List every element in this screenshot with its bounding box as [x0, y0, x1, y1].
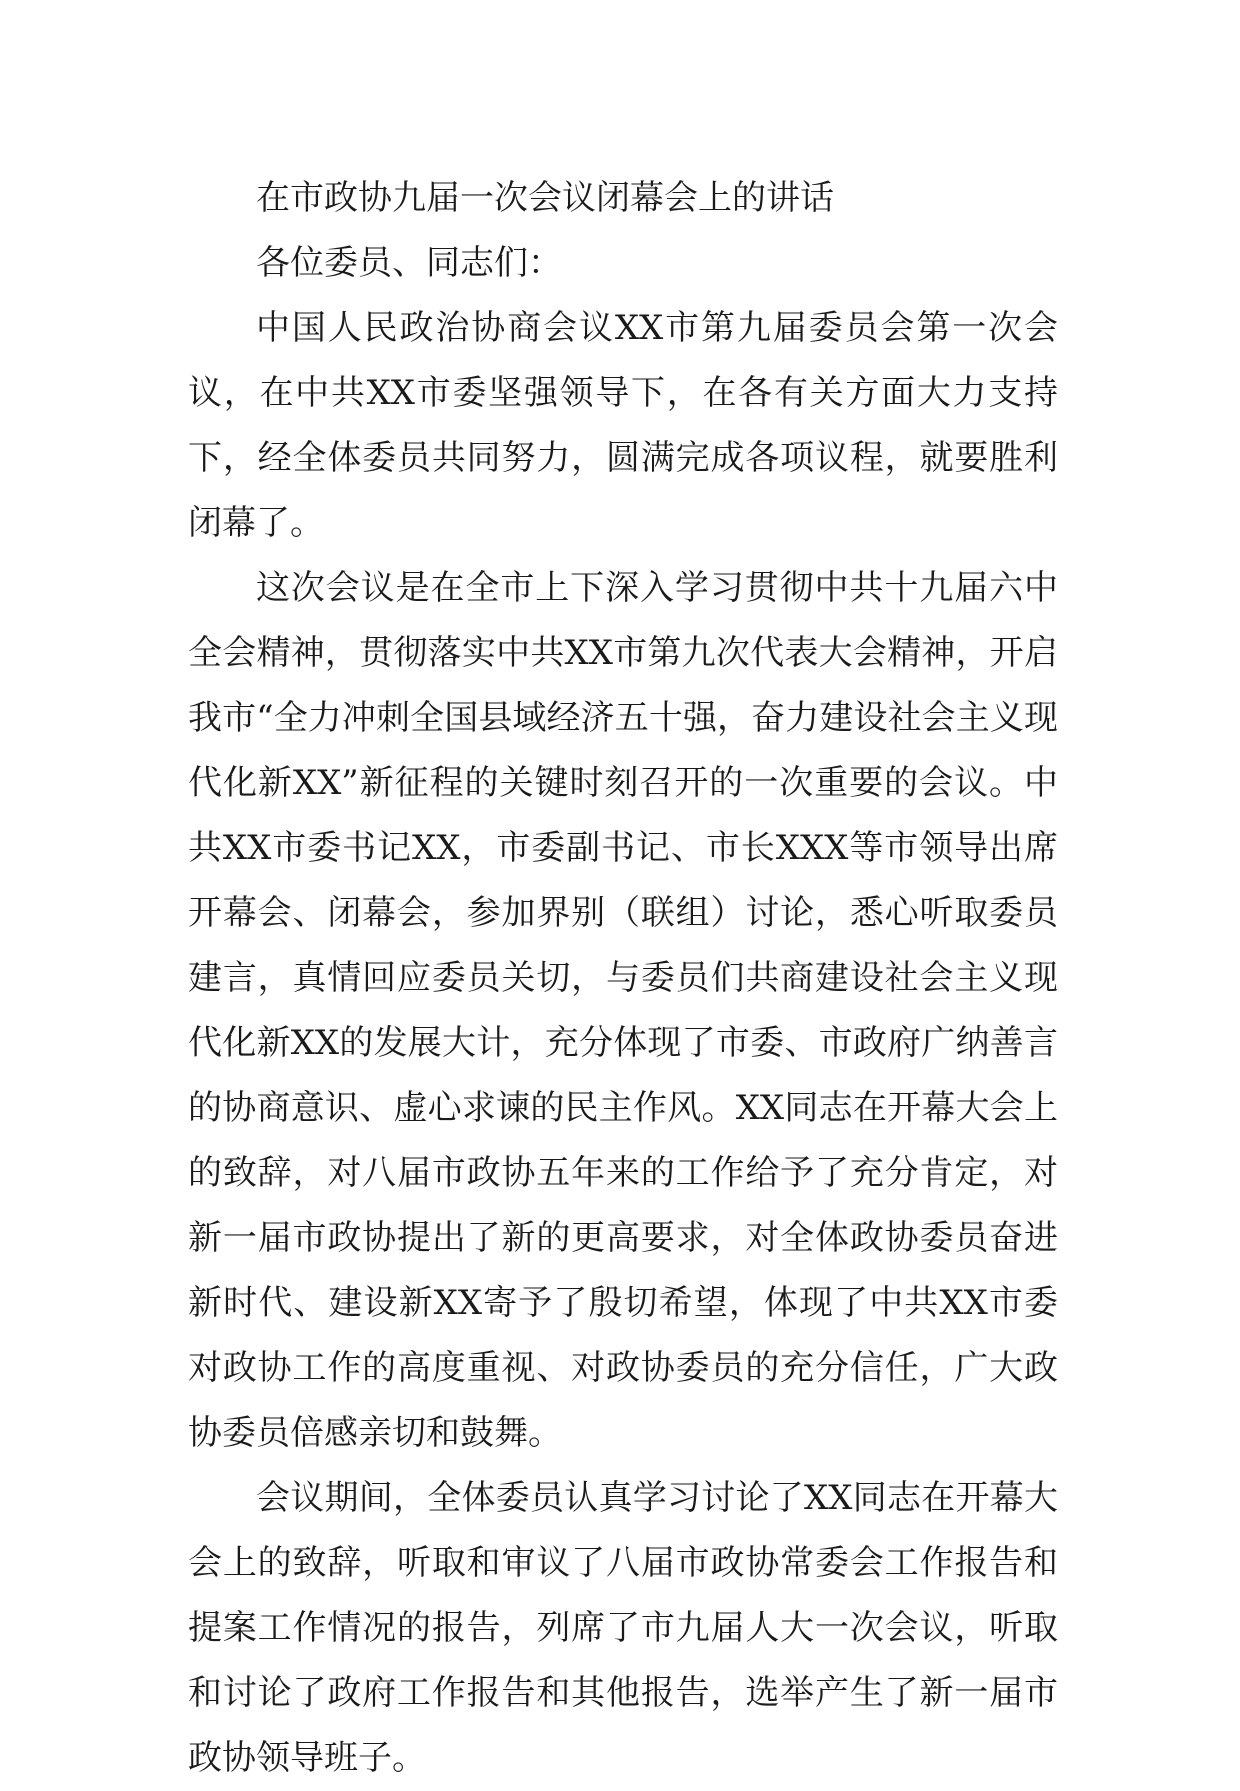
- document-body: [188, 166, 1058, 1791]
- paragraph-3: 会议期间，全体委员认真学习讨论了XX同志在开幕大会上的致辞，听取和审议了八届市政协常委会工作报告和提案工作情况的报告，列席了市九届人大一次会议，听取和讨论了政府工作报告和其他报告，选举产生了新一届市政协领导班子。: [188, 1478, 1058, 1778]
- salutation: 各位委员、同志们：: [256, 243, 562, 283]
- speech-title: 在市政协九届一次会议闭幕会上的讲话: [256, 178, 834, 218]
- paragraph-2: 这次会议是在全市上下深入学习贯彻中共十九届六中全会精神，贯彻落实中共XX市第九次代表大会精神，开启我市“全力冲刺全国县域经济五十强，奋力建设社会主义现代化新XX”新征程的关键时刻召开的一次重要的会议。中共XX市委书记XX，市委副书记、市长XXX等市领导出席开幕会、闭幕会，参加界别（联组）讨论，悉心听取委员建言，真情回应委员关切，与委员们共商建设社会主义现代化新XX的发展大计，充分体现了市委、市政府广纳善言的协商意识、虚心求谏的民主作风。XX同志在开幕大会上的致辞，对八届市政协五年来的工作给予了充分肯定，对新一届市政协提出了新的更高要求，对全体政协委员奋进新时代、建设新XX寄予了殷切希望，体现了中共XX市委对政协工作的高度重视、对政协委员的充分信任，广大政协委员倍感亲切和鼓舞。: [188, 568, 1058, 1453]
- paragraph-1: 中国人民政治协商会议XX市第九届委员会第一次会议，在中共XX市委坚强领导下，在各有关方面大力支持下，经全体委员共同努力，圆满完成各项议程，就要胜利闭幕了。: [188, 308, 1058, 543]
